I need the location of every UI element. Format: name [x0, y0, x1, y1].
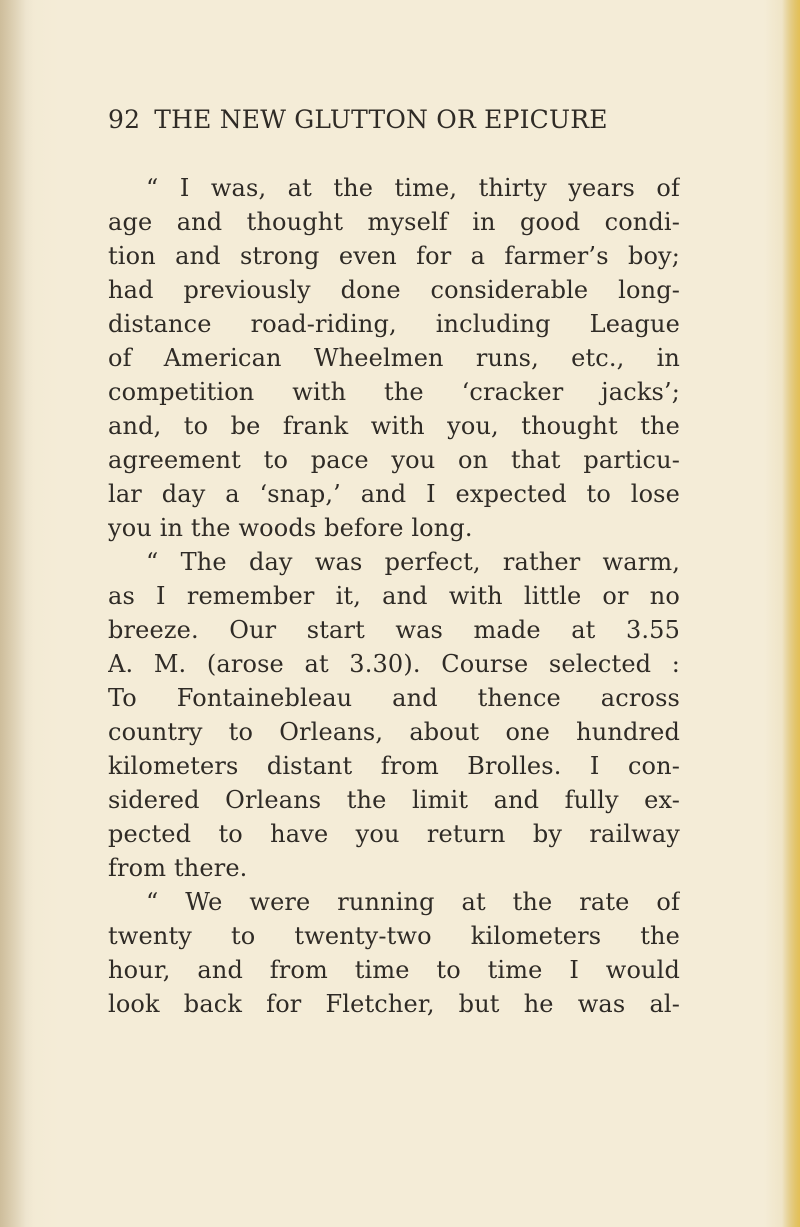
text-line: look back for Fletcher, but he was al-	[108, 990, 680, 1018]
text-line: hour, and from time to time I would	[108, 956, 680, 984]
text-line: agreement to pace you on that particu-	[108, 446, 680, 474]
text-line: “ We were running at the rate of	[146, 888, 680, 916]
text-line: tion and strong even for a farmer’s boy;	[108, 242, 680, 270]
text-line: had previously done considerable long-	[108, 276, 680, 304]
text-line: age and thought myself in good condi-	[108, 208, 680, 236]
text-line: “ I was, at the time, thirty years of	[146, 174, 680, 202]
running-header	[108, 105, 680, 135]
text-line: of American Wheelmen runs, etc., in	[108, 344, 680, 372]
text-line: distance road-riding, including League	[108, 310, 680, 338]
page-number: 92	[108, 105, 141, 134]
body-text	[108, 171, 680, 1021]
running-title: THE NEW GLUTTON OR EPICURE	[154, 105, 608, 134]
text-line: “ The day was perfect, rather warm,	[146, 548, 680, 576]
page-gutter-shadow	[0, 0, 34, 1227]
text-line: pected to have you return by railway	[108, 820, 680, 848]
text-line: competition with the ‘cracker jacks’;	[108, 378, 680, 406]
text-line: country to Orleans, about one hundred	[108, 718, 680, 746]
text-line: as I remember it, and with little or no	[108, 582, 680, 610]
text-line: sidered Orleans the limit and fully ex-	[108, 786, 680, 814]
text-line: breeze. Our start was made at 3.55	[108, 616, 680, 644]
text-line: you in the woods before long.	[108, 514, 473, 542]
text-line: kilometers distant from Brolles. I con-	[108, 752, 680, 780]
text-line: lar day a ‘snap,’ and I expected to lose	[108, 480, 680, 508]
page-edge-gilt	[782, 0, 800, 1227]
text-line: and, to be frank with you, thought the	[108, 412, 680, 440]
text-line: To Fontainebleau and thence across	[108, 684, 680, 712]
text-line: twenty to twenty-two kilometers the	[108, 922, 680, 950]
text-line: A. M. (arose at 3.30). Course selected :	[108, 650, 680, 678]
text-line: from there.	[108, 854, 248, 882]
